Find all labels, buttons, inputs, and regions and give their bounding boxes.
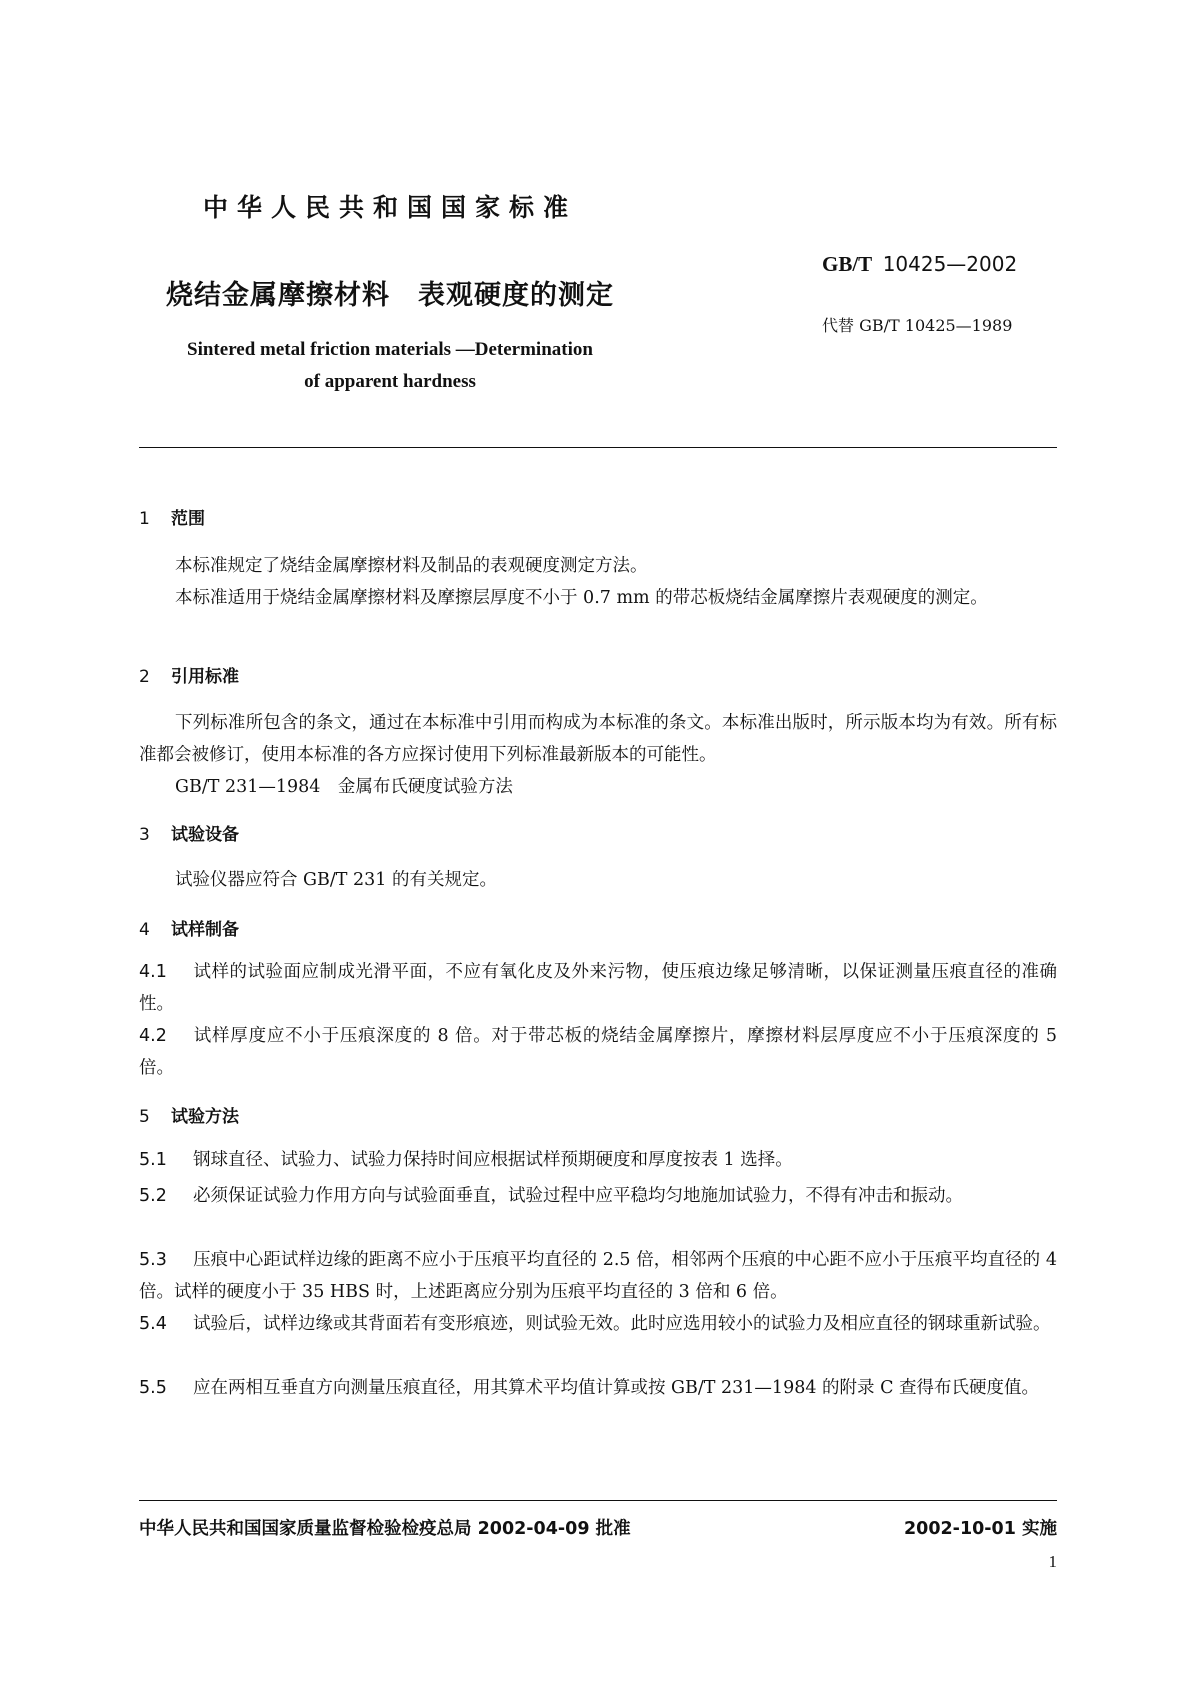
section-5-heading xyxy=(139,1102,239,1127)
clause-5-5 xyxy=(139,1372,1057,1404)
approval-line: 中华人民共和国国家质量监督检验检疫总局 2002-04-09 批准 xyxy=(139,1519,631,1539)
clause-number: 4.1 xyxy=(139,962,167,982)
section-number: 1 xyxy=(139,509,150,529)
title-en-line1: Sintered metal friction materials —Determination xyxy=(187,339,593,360)
section-number: 5 xyxy=(139,1107,150,1127)
bottom-divider xyxy=(139,1500,1057,1501)
clause-number: 5.4 xyxy=(139,1314,167,1334)
section-number: 4 xyxy=(139,920,150,940)
section-title: 试验方法 xyxy=(171,1107,239,1127)
section-1-para-1: 本标准规定了烧结金属摩擦材料及制品的表观硬度测定方法。 xyxy=(175,556,648,576)
section-2-para-1: 下列标准所包含的条文，通过在本标准中引用而构成为本标准的条文。本标准出版时，所示版本均为有效。所有标准都会被修订，使用本标准的各方应探讨使用下列标准最新版本的可能性。 xyxy=(139,713,1057,765)
section-title: 试验设备 xyxy=(171,825,239,845)
clause-text: 钢球直径、试验力、试验力保持时间应根据试样预期硬度和厚度按表 1 选择。 xyxy=(193,1150,793,1170)
clause-5-4 xyxy=(139,1308,1057,1340)
replaces-standard: 代替 GB/T 10425—1989 xyxy=(822,316,1013,335)
document-title-en xyxy=(0,334,780,398)
section-title: 试样制备 xyxy=(171,920,239,940)
top-divider xyxy=(139,447,1057,448)
section-title: 引用标准 xyxy=(171,667,239,687)
clause-text: 试验后，试样边缘或其背面若有变形痕迹，则试验无效。此时应选用较小的试验力及相应直径的钢球重新试验。 xyxy=(193,1314,1051,1334)
standard-number: 10425—2002 xyxy=(882,252,1018,276)
section-number: 2 xyxy=(139,667,150,687)
section-2-reference: GB/T 231—1984 金属布氏硬度试验方法 xyxy=(175,777,513,797)
clause-number: 5.3 xyxy=(139,1250,167,1270)
clause-number: 5.1 xyxy=(139,1150,167,1170)
clause-number: 4.2 xyxy=(139,1026,167,1046)
clause-number: 5.5 xyxy=(139,1378,167,1398)
section-3-para-1: 试验仪器应符合 GB/T 231 的有关规定。 xyxy=(175,870,497,890)
document-title-cn: 烧结金属摩擦材料 表观硬度的测定 xyxy=(166,280,614,311)
section-4-heading xyxy=(139,915,239,940)
clause-5-1 xyxy=(139,1144,1057,1176)
clause-5-3 xyxy=(139,1244,1057,1308)
clause-4-2 xyxy=(139,1020,1057,1084)
title-en-line2: of apparent hardness xyxy=(304,371,476,392)
clause-5-2 xyxy=(139,1180,1057,1212)
effective-date: 2002-10-01 实施 xyxy=(903,1519,1057,1539)
clause-text: 试样的试验面应制成光滑平面，不应有氧化皮及外来污物，使压痕边缘足够清晰，以保证测量压痕直径的准确性。 xyxy=(139,962,1057,1014)
clause-text: 必须保证试验力作用方向与试验面垂直，试验过程中应平稳均匀地施加试验力，不得有冲击和振动。 xyxy=(193,1186,963,1206)
section-2-heading xyxy=(139,662,239,687)
clause-4-1 xyxy=(139,956,1057,1020)
clause-number: 5.2 xyxy=(139,1186,167,1206)
section-number: 3 xyxy=(139,825,150,845)
clause-text: 试样厚度应不小于压痕深度的 8 倍。对于带芯板的烧结金属摩擦片，摩擦材料层厚度应不小于压痕深度的 5 倍。 xyxy=(139,1026,1057,1078)
standard-code xyxy=(822,252,1017,277)
page-number: 1 xyxy=(1048,1552,1057,1571)
section-1-heading xyxy=(139,504,205,529)
clause-text: 压痕中心距试样边缘的距离不应小于压痕平均直径的 2.5 倍，相邻两个压痕的中心距不应小于压痕平均直径的 4 倍。试样的硬度小于 35 HBS 时，上述距离应分别为压痕平均直径的 3 倍和 6 倍。 xyxy=(139,1250,1057,1302)
section-1-para-2: 本标准适用于烧结金属摩擦材料及摩擦层厚度不小于 0.7 mm 的带芯板烧结金属摩擦片表观硬度的测定。 xyxy=(175,588,988,608)
section-title: 范围 xyxy=(171,509,205,529)
clause-text: 应在两相互垂直方向测量压痕直径，用其算术平均值计算或按 GB/T 231—1984 的附录 C 查得布氏硬度值。 xyxy=(193,1378,1040,1398)
standard-prefix: GB/T xyxy=(822,252,873,276)
section-3-heading xyxy=(139,820,239,845)
national-standard-heading: 中华人民共和国国家标准 xyxy=(202,193,577,222)
